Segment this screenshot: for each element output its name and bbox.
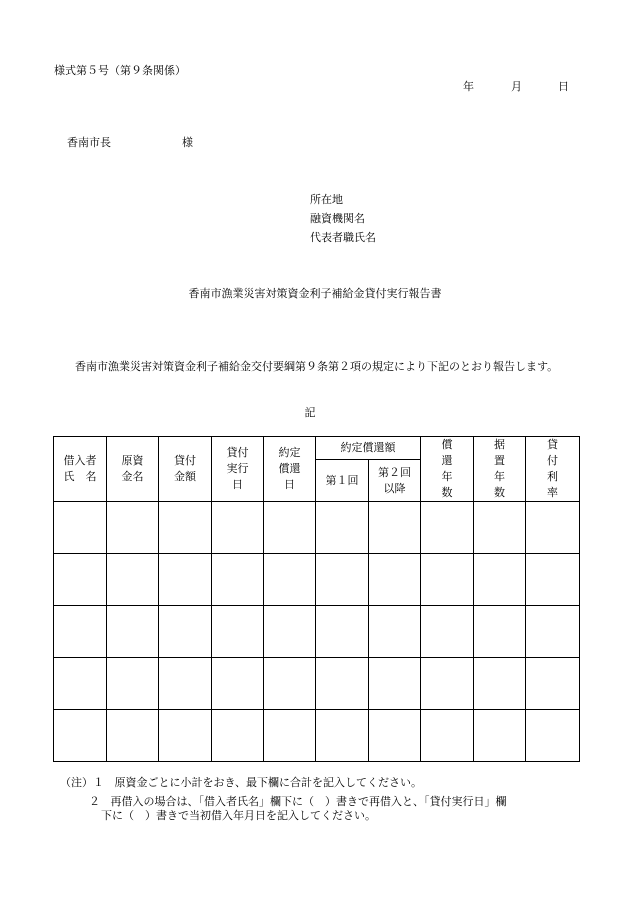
note-2-text-line2: 下に（ ）書きで当初借入年月日を記入してください。: [101, 809, 376, 822]
table-cell[interactable]: [421, 606, 474, 658]
header-loan-amount: 貸付 金額: [159, 437, 212, 502]
sender-address-label: 所在地: [310, 193, 343, 206]
table-cell[interactable]: [316, 658, 369, 710]
table-cell[interactable]: [107, 502, 159, 554]
note-2: [89, 795, 507, 823]
table-cell[interactable]: [159, 658, 212, 710]
sender-block: [310, 190, 376, 247]
table-cell[interactable]: [264, 606, 316, 658]
header-interest-rate: 貸 付 利 率: [526, 437, 580, 502]
table-cell[interactable]: [212, 554, 264, 606]
honorific: 様: [182, 136, 193, 149]
body-text: 香南市漁業災害対策資金利子補給金交付要綱第９条第２項の規定により下記のとおり報告します。: [75, 360, 559, 373]
table-cell[interactable]: [107, 606, 159, 658]
table-cell[interactable]: [264, 502, 316, 554]
table-cell[interactable]: [526, 606, 580, 658]
table-cell[interactable]: [526, 554, 580, 606]
table-cell[interactable]: [474, 710, 526, 762]
addressee: 香南市長: [67, 136, 111, 149]
table-cell[interactable]: [54, 554, 107, 606]
ki-label: 記: [304, 406, 316, 419]
table-cell[interactable]: [107, 658, 159, 710]
table-cell[interactable]: [369, 606, 421, 658]
table-cell[interactable]: [54, 502, 107, 554]
table-cell[interactable]: [159, 554, 212, 606]
table-row: [54, 606, 580, 658]
note-2-number: ２: [89, 795, 100, 808]
note-prefix: （注）１: [60, 776, 104, 789]
table-cell[interactable]: [474, 658, 526, 710]
header-first-payment: 第１回: [316, 460, 369, 502]
table-cell[interactable]: [474, 502, 526, 554]
header-repayment-amount: 約定償還額: [316, 437, 421, 460]
header-fund-name: 原資 金名: [107, 437, 159, 502]
table-cell[interactable]: [421, 710, 474, 762]
date-day-label: 日: [558, 80, 569, 93]
table-cell[interactable]: [264, 710, 316, 762]
table-cell[interactable]: [316, 502, 369, 554]
note-1: [60, 775, 422, 791]
table-cell[interactable]: [212, 502, 264, 554]
table-cell[interactable]: [159, 606, 212, 658]
table-cell[interactable]: [369, 710, 421, 762]
table-cell[interactable]: [421, 554, 474, 606]
header-loan-date: 貸付 実行 日: [212, 437, 264, 502]
table-cell[interactable]: [159, 710, 212, 762]
table-cell[interactable]: [264, 554, 316, 606]
table-cell[interactable]: [526, 710, 580, 762]
table-row: [54, 710, 580, 762]
table-cell[interactable]: [474, 554, 526, 606]
table-cell[interactable]: [212, 606, 264, 658]
report-table: [53, 436, 580, 762]
note-1-text: 原資金ごとに小計をおき、最下欄に合計を記入してください。: [114, 776, 423, 789]
table-cell[interactable]: [264, 658, 316, 710]
header-borrower-name: 借入者 氏 名: [54, 437, 107, 502]
table-row: [54, 658, 580, 710]
form-number: 様式第５号（第９条関係）: [54, 64, 186, 77]
table-cell[interactable]: [316, 710, 369, 762]
table-cell[interactable]: [369, 502, 421, 554]
table-cell[interactable]: [54, 658, 107, 710]
table-cell[interactable]: [212, 658, 264, 710]
date-month-label: 月: [511, 80, 522, 93]
table-row: [54, 502, 580, 554]
header-repayment-years: 償 還 年 数: [421, 437, 474, 502]
table-cell[interactable]: [107, 710, 159, 762]
document-title: 香南市漁業災害対策資金利子補給金貸付実行報告書: [188, 287, 442, 300]
note-2-text-line1: 再借入の場合は、「借入者氏名」欄下に（ ）書きで再借入と、「貸付実行日」欄: [110, 795, 507, 808]
header-second-payment-onward: 第２回 以降: [369, 460, 421, 502]
table-cell[interactable]: [421, 502, 474, 554]
table-cell[interactable]: [421, 658, 474, 710]
table-cell[interactable]: [369, 554, 421, 606]
table-row: [54, 554, 580, 606]
header-repayment-date: 約定 償還 日: [264, 437, 316, 502]
table-cell[interactable]: [212, 710, 264, 762]
table-cell[interactable]: [159, 502, 212, 554]
table-cell[interactable]: [316, 554, 369, 606]
table-cell[interactable]: [107, 554, 159, 606]
table-cell[interactable]: [316, 606, 369, 658]
table-cell[interactable]: [54, 710, 107, 762]
table-cell[interactable]: [54, 606, 107, 658]
sender-representative-label: 代表者職氏名: [310, 231, 376, 244]
table-cell[interactable]: [526, 658, 580, 710]
sender-institution-label: 融資機関名: [310, 212, 365, 225]
header-grace-years: 据 置 年 数: [474, 437, 526, 502]
table-cell[interactable]: [526, 502, 580, 554]
date-year-label: 年: [463, 80, 474, 93]
table-cell[interactable]: [369, 658, 421, 710]
table-cell[interactable]: [474, 606, 526, 658]
